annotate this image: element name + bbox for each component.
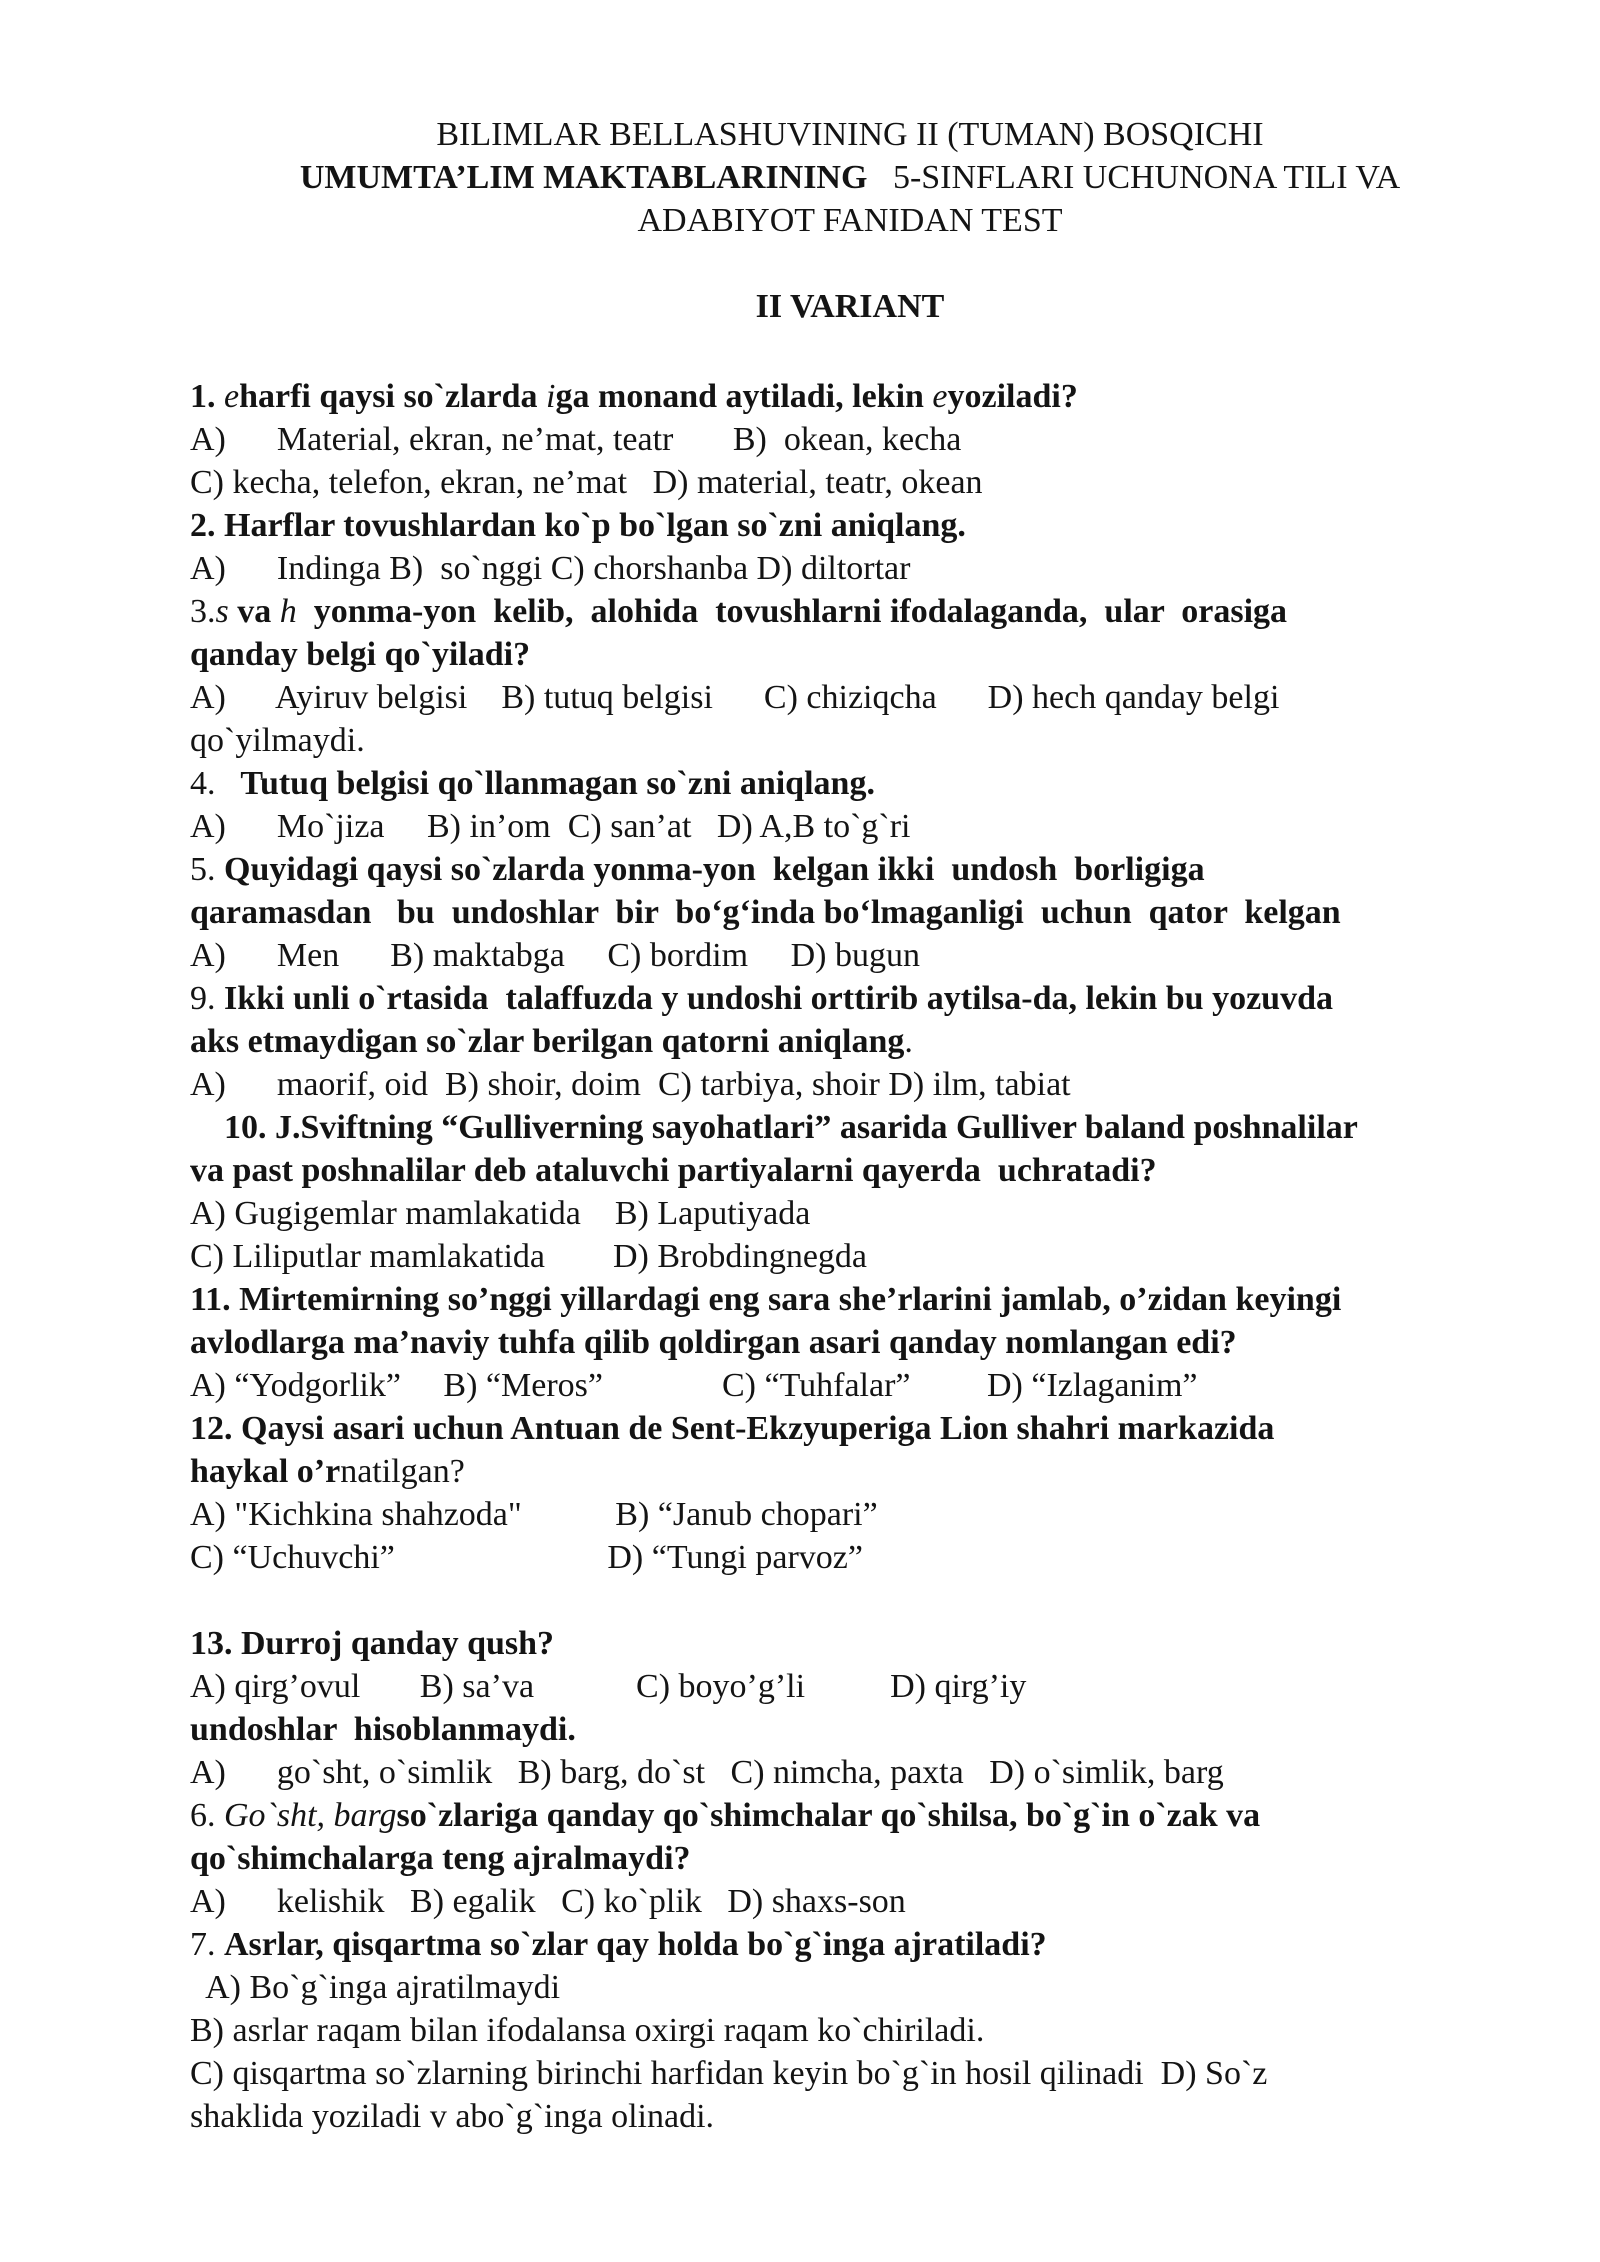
question-2-options: A) Indinga B) so`nggi C) chorshanba D) diltortar [190, 550, 911, 587]
question-5: 5. Quyidagi qaysi so`zlarda yonma-yon kelgan ikki undosh borligiga [190, 851, 1205, 888]
question-12-options-ab: A) "Kichkina shahzoda" B) “Janub chopari” [190, 1496, 878, 1533]
question-6-line-2: qo`shimchalarga teng ajralmaydi? [190, 1840, 691, 1877]
question-12: 12. Qaysi asari uchun Antuan de Sent-Ekzyuperiga Lion shahri markazida [190, 1410, 1275, 1447]
question-1-options-cd: C) kecha, telefon, ekran, ne’mat D) material, teatr, okean [190, 464, 983, 501]
question-5-line-2: qaramasdan bu undoshlar bir bo‘g‘inda bo‘lmaganligi uchun qator kelgan [190, 894, 1341, 931]
header-line-1: BILIMLAR BELLASHUVINING II (TUMAN) BOSQICHI [436, 116, 1264, 153]
question-9-options: A) maorif, oid B) shoir, doim C) tarbiya, shoir D) ilm, tabiat [190, 1066, 1071, 1103]
question-7-option-d-cont: shaklida yoziladi v abo`g`inga olinadi. [190, 2098, 715, 2135]
question-10-options-ab: A) Gugigemlar mamlakatida B) Laputiyada [190, 1195, 811, 1232]
header-line-2-rest: 5-SINFLARI UCHUNONA TILI VA [867, 159, 1401, 196]
question-11-line-2: avlodlarga ma’naviy tuhfa qilib qoldirgan asari qanday nomlangan edi? [190, 1324, 1237, 1361]
question-7-option-cd: C) qisqartma so`zlarning birinchi harfidan keyin bo`g`in hosil qilinadi D) So`z [190, 2055, 1268, 2092]
question-3-options-cont: qo`yilmaydi. [190, 722, 365, 759]
header-line-2 [190, 156, 1510, 199]
question-3-line-2: qanday belgi qo`yiladi? [190, 636, 531, 673]
question-3: 3.s va h yonma-yon kelib, alohida tovushlarni ifodalaganda, ular orasiga [190, 593, 1288, 630]
question-10-options-cd: C) Liliputlar mamlakatida D) Brobdingnegda [190, 1238, 868, 1275]
question-9: 9. Ikki unli o`rtasida talaffuzda y undoshi orttirib aytilsa-da, lekin bu yozuvda [190, 980, 1334, 1017]
question-6-options: A) kelishik B) egalik C) ko`plik D) shaxs-son [190, 1883, 906, 1920]
question-9-line-2: aks etmaydigan so`zlar berilgan qatorni aniqlang. [190, 1023, 913, 1060]
question-7: 7. Asrlar, qisqartma so`zlar qay holda bo`g`inga ajratiladi? [190, 1926, 1047, 1963]
question-12-options-cd: C) “Uchuvchi” D) “Tungi parvoz” [190, 1539, 863, 1576]
question-4-options: A) Mo`jiza B) in’om C) san’at D) A,B to`g`ri [190, 808, 911, 845]
variant-title: II VARIANT [755, 288, 945, 325]
question-11: 11. Mirtemirning so’nggi yillardagi eng sara she’rlarini jamlab, o’zidan keyingi [190, 1281, 1342, 1318]
question-3-options: A) Ayiruv belgisi B) tutuq belgisi C) chiziqcha D) hech qanday belgi [190, 679, 1280, 716]
question-12-line-2: haykal o’rnatilgan? [190, 1453, 465, 1490]
question-1: 1. eharfi qaysi so`zlarda iga monand aytiladi, lekin eyoziladi? [190, 378, 1078, 415]
question-7-option-b: B) asrlar raqam bilan ifodalansa oxirgi raqam ko`chiriladi. [190, 2012, 985, 2049]
header-line-2-bold: UMUMTA’LIM MAKTABLARINING [299, 159, 868, 196]
question-10-line-2: va past poshnalilar deb ataluvchi partiyalarni qayerda uchratadi? [190, 1152, 1157, 1189]
question-13-options: A) qirg’ovul B) sa’va C) boyo’g’li D) qirg’iy [190, 1668, 1027, 1705]
header-line-3: ADABIYOT FANIDAN TEST [637, 202, 1063, 239]
question-2: 2. Harflar tovushlardan ko`p bo`lgan so`zni aniqlang. [190, 507, 966, 544]
question-7-option-a: A) Bo`g`inga ajratilmaydi [190, 1969, 561, 2006]
question-13: 13. Durroj qanday qush? [190, 1625, 555, 1662]
question-10: 10. J.Sviftning “Gulliverning sayohatlari” asarida Gulliver baland poshnalilar [190, 1109, 1358, 1146]
question-6: 6. Go`sht, bargso`zlariga qanday qo`shimchalar qo`shilsa, bo`g`in o`zak va [190, 1797, 1261, 1834]
question-1-options-ab: A) Material, ekran, ne’mat, teatr B) okean, kecha [190, 421, 962, 458]
orphan-question-options: A) go`sht, o`simlik B) barg, do`st C) nimcha, paxta D) o`simlik, barg [190, 1754, 1224, 1791]
orphan-question-line: undoshlar hisoblanmaydi. [190, 1711, 576, 1748]
question-4: 4. Tutuq belgisi qo`llanmagan so`zni aniqlang. [190, 765, 875, 802]
question-11-options: A) “Yodgorlik” B) “Meros” C) “Tuhfalar” D) “Izlaganim” [190, 1367, 1198, 1404]
question-5-options: A) Men B) maktabga C) bordim D) bugun [190, 937, 920, 974]
document-header [190, 113, 1510, 242]
